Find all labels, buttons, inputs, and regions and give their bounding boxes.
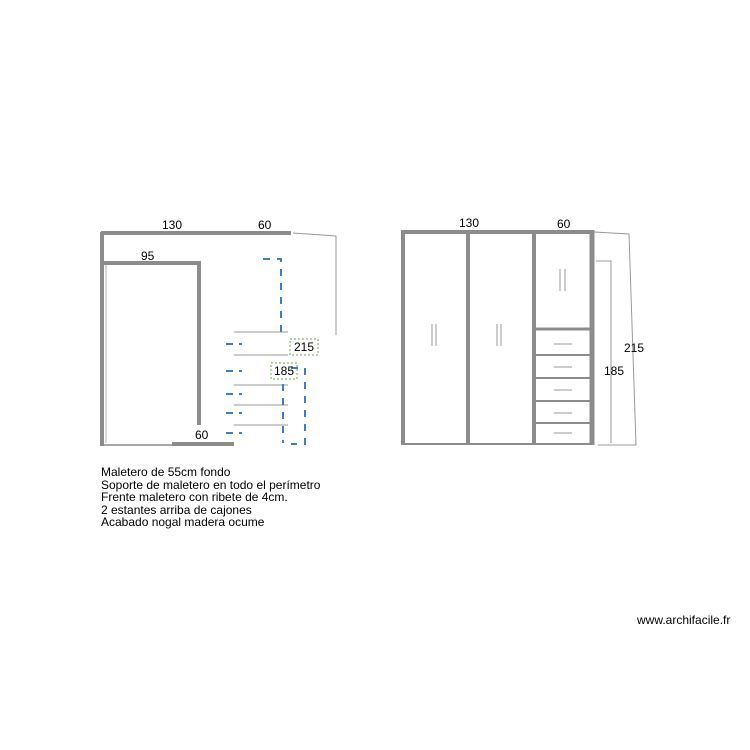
elev-dim-height-outer: 215 — [624, 341, 645, 355]
notes-block — [101, 466, 320, 529]
elev-dim-height-inner: 185 — [604, 364, 625, 378]
drawer-stack — [536, 329, 590, 433]
plan-dim-height-outer: 215 — [294, 340, 315, 354]
note-line: Maletero de 55cm fondo — [101, 465, 231, 479]
note-line: Frente maletero con ribete de 4cm. — [101, 490, 288, 504]
elevation-view — [402, 216, 644, 445]
elev-inner-dimension-line — [596, 261, 611, 443]
plan-dim-top-right: 60 — [258, 218, 272, 232]
elev-dim-top-right: 60 — [557, 217, 571, 231]
plan-dim-bottom: 60 — [195, 428, 209, 442]
elev-outer-dimension-line — [594, 232, 636, 445]
plan-dim-height-inner: 185 — [274, 364, 295, 378]
credit-watermark: www.archifacile.fr — [637, 613, 731, 627]
door-handle-icon — [560, 269, 565, 291]
note-line: Acabado nogal madera ocume — [101, 515, 265, 529]
plan-dashed-column — [263, 259, 281, 336]
note-line: Soporte de maletero en todo el perímetro — [101, 477, 321, 492]
door-handle-icon — [497, 324, 501, 346]
plan-dim-top-left: 130 — [162, 218, 183, 232]
door-handle-icon — [432, 324, 436, 346]
plan-view — [101, 218, 336, 446]
plan-outer-dimension-line — [293, 233, 336, 335]
note-line: 2 estantes arriba de cajones — [101, 502, 252, 517]
elev-dim-top-left: 130 — [459, 216, 480, 230]
plan-dim-inner: 95 — [141, 249, 155, 263]
